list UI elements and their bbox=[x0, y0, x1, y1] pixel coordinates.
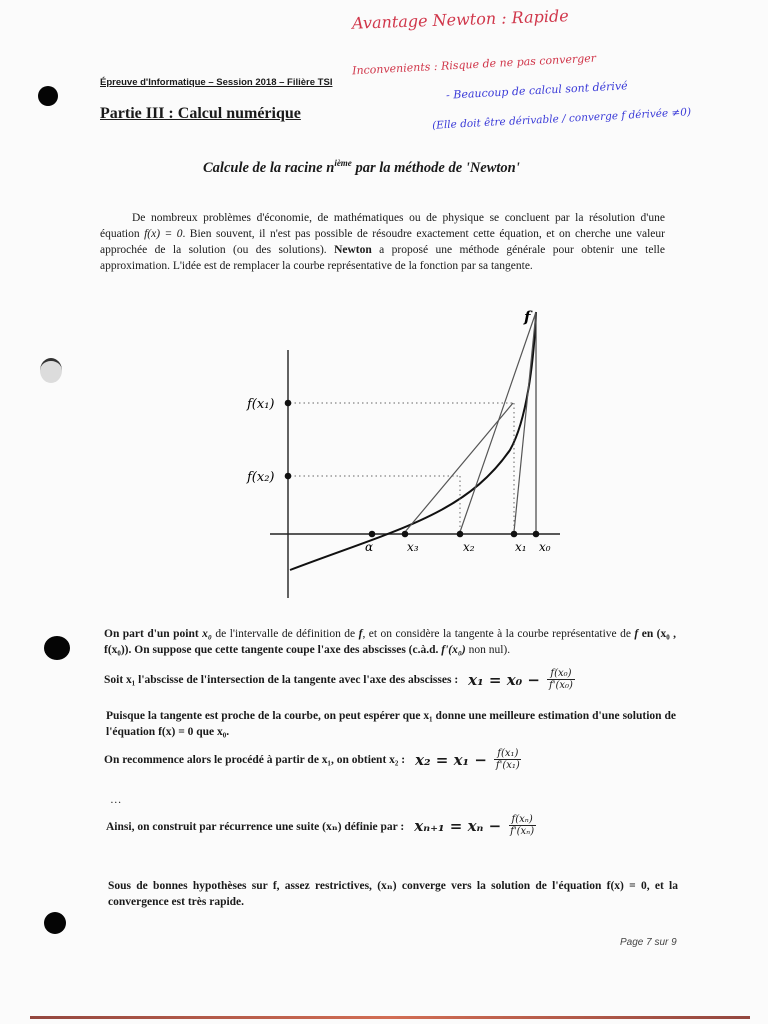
intro-text-1: De nombreux problèmes d'économie, de mathématiques ou de physique se concluent par la résolution d'une équation bbox=[100, 212, 665, 240]
p1-text-a: On part d'un point bbox=[104, 628, 203, 640]
p1-text-b: de l'intervalle de définition de bbox=[211, 628, 359, 640]
recurrence-formula-fraction bbox=[507, 814, 537, 837]
point-x0 bbox=[533, 531, 540, 538]
x2-formula-fraction bbox=[493, 748, 523, 771]
p1-derivative: f'(x₀) bbox=[441, 644, 466, 656]
x2-formula-lhs: x₂ = x₁ − bbox=[415, 750, 487, 769]
x1-formula-fraction bbox=[546, 668, 576, 691]
ellipsis: … bbox=[110, 794, 122, 806]
handwritten-note-condition: (Elle doit être dérivable / converge f dérivée ≠0) bbox=[431, 106, 692, 132]
p1-x0: x₀ bbox=[202, 628, 212, 640]
newton-method-figure bbox=[235, 300, 565, 605]
recurrence-formula bbox=[414, 814, 537, 837]
p3-text: Puisque la tangente est proche de la courbe, on peut espérer que x₁ donne une meilleure estimation d'une solution de l'équation f(x) = 0 que x₀. bbox=[106, 710, 676, 738]
x-label-x0: x₀ bbox=[539, 540, 551, 554]
point-alpha bbox=[369, 531, 376, 538]
convergence-paragraph bbox=[108, 878, 678, 910]
p1-f-again: f bbox=[634, 628, 639, 640]
x2-formula bbox=[415, 748, 523, 771]
x1-numerator: f(x₀) bbox=[547, 668, 574, 680]
function-curve bbox=[290, 312, 536, 570]
x1-denominator: f'(x₀) bbox=[549, 680, 573, 691]
intro-text-2: . Bien souvent, il n'est pas possible de résoudre exactement cette équation, et on cherche une valeur approchée de la solution (ou des solutions). bbox=[100, 228, 665, 256]
exam-header: Épreuve d'Informatique – Session 2018 – Filière TSI bbox=[100, 77, 333, 88]
punch-hole bbox=[40, 358, 62, 383]
x1-formula bbox=[468, 668, 576, 691]
punch-hole bbox=[44, 636, 70, 660]
y-label-f-x1: f(x₁) bbox=[247, 397, 275, 412]
x-label-x3: x₃ bbox=[407, 540, 419, 554]
intro-equation: f(x) = 0 bbox=[144, 228, 183, 240]
point-x3 bbox=[402, 531, 409, 538]
x2-denominator: f'(x₁) bbox=[495, 760, 520, 771]
x-label-x2: x₂ bbox=[463, 540, 475, 554]
recurrence-numerator: f(xₙ) bbox=[509, 814, 536, 826]
handwritten-note-advantage: Avantage Newton : Rapide bbox=[351, 6, 569, 33]
recurrence-definition bbox=[106, 814, 537, 837]
recurrence-definition-text: Ainsi, on construit par récurrence une suite (xₙ) définie par : bbox=[106, 820, 405, 833]
section-title-sup: ième bbox=[334, 158, 352, 168]
p6-text: Sous de bonnes hypothèses sur f, assez restrictives, (xₙ) converge vers la solution de l'équation f(x) = 0, et la convergence est très rapide. bbox=[108, 880, 678, 908]
p1-text-g: non nul). bbox=[465, 644, 511, 656]
x-label-alpha: α bbox=[365, 540, 374, 554]
p1-text-d: en (x₀ , f(x₀)). On suppose que cette tangente coupe l'axe des abscisses (c.à.d. bbox=[104, 628, 677, 656]
x-label-x1: x₁ bbox=[515, 540, 527, 554]
x1-formula-lhs: x₁ = x₀ − bbox=[468, 670, 541, 689]
section-title-pre: Calcule de la racine n bbox=[203, 159, 335, 176]
intro-text-3: a proposé une méthode générale pour obtenir une telle approximation. L'idée est de remplacer la courbe représentative de la fonction par sa tangente. bbox=[100, 244, 665, 272]
page-number: Page 7 sur 9 bbox=[620, 937, 677, 948]
x1-definition bbox=[104, 668, 576, 691]
part-title: Partie III : Calcul numérique bbox=[100, 105, 301, 122]
handwritten-note-drawbacks: Inconvenients : Risque de ne pas converger bbox=[351, 51, 597, 78]
intro-paragraph bbox=[100, 210, 665, 274]
x2-definition-text: On recommence alors le procédé à partir de x₁, on obtient x₂ : bbox=[104, 753, 406, 766]
point-x2 bbox=[457, 531, 464, 538]
method-paragraph-1 bbox=[104, 626, 676, 658]
section-title-post: par la méthode de 'Newton' bbox=[351, 159, 520, 176]
p1-text-c: , et on considère la tangente à la courbe représentative de bbox=[362, 628, 635, 640]
recurrence-denominator: f'(xₙ) bbox=[510, 826, 535, 837]
punch-hole bbox=[38, 86, 58, 106]
intro-newton: Newton bbox=[334, 244, 372, 256]
p1-f: f bbox=[358, 628, 363, 640]
x2-numerator: f(x₁) bbox=[494, 748, 521, 760]
curve-label: f bbox=[524, 308, 531, 326]
recurrence-formula-lhs: xₙ₊₁ = xₙ − bbox=[414, 816, 502, 835]
method-paragraph-3 bbox=[106, 708, 676, 740]
punch-hole bbox=[44, 912, 66, 934]
handwritten-note-calc: - Beaucoup de calcul sont dérivé bbox=[445, 79, 628, 102]
section-title bbox=[203, 158, 520, 177]
page-edge bbox=[30, 1016, 750, 1019]
y-label-f-x2: f(x₂) bbox=[247, 470, 275, 485]
point-x1 bbox=[511, 531, 518, 538]
point-f-x1 bbox=[285, 400, 292, 407]
x2-definition bbox=[104, 748, 523, 771]
point-f-x2 bbox=[285, 473, 292, 480]
x1-definition-text: Soit x₁ l'abscisse de l'intersection de la tangente avec l'axe des abscisses : bbox=[104, 673, 459, 686]
